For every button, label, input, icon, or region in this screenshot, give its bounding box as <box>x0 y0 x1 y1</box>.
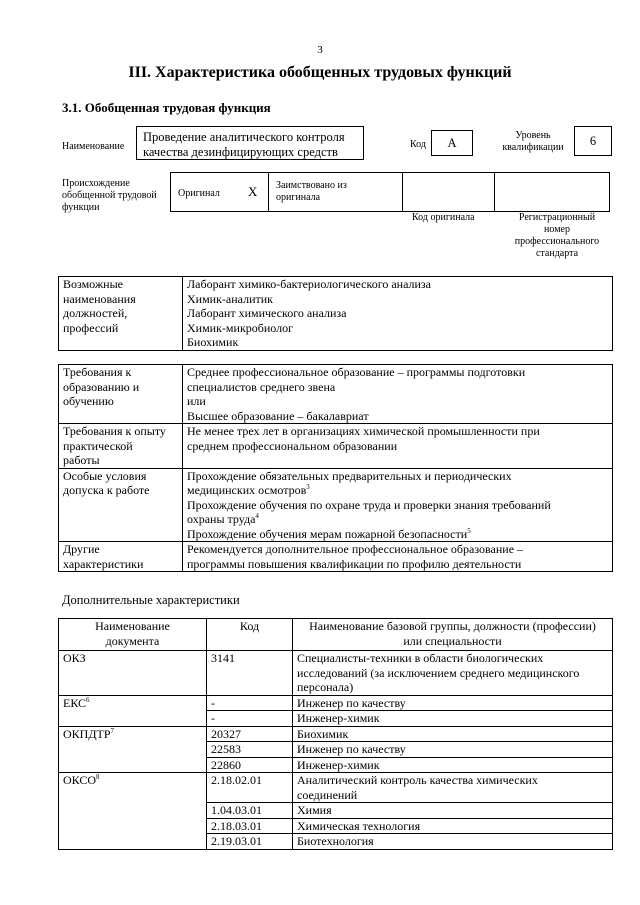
page-number: 3 <box>317 44 323 56</box>
access-label <box>59 468 183 542</box>
footnote-ref: 4 <box>255 512 259 520</box>
level-value: 6 <box>574 126 612 156</box>
table-row <box>59 277 613 351</box>
doc-text: ЕКС <box>63 695 87 710</box>
doc-cell <box>59 773 207 850</box>
list-item: Химик-аналитик <box>187 291 274 306</box>
name-cell: Биотехнология <box>293 834 613 850</box>
positions-list <box>183 277 613 351</box>
code-cell: 2.18.02.01 <box>207 773 293 803</box>
reg-caption-line: стандарта <box>535 248 579 259</box>
label-line: Другие <box>63 542 100 556</box>
doc-text: ОКСО <box>63 773 97 787</box>
col-header-document <box>59 619 207 651</box>
table-row <box>59 468 613 542</box>
code-cell: - <box>207 711 293 727</box>
origin-divider <box>402 172 403 212</box>
label-line: профессий <box>63 320 119 335</box>
education-value <box>183 365 613 424</box>
value-line: Высшее образование – бакалавриат <box>187 408 369 423</box>
header-line: или специальности <box>403 633 502 648</box>
doc-cell: ОКЗ <box>59 651 207 696</box>
additional-table <box>58 618 613 850</box>
col-header-code: Код <box>207 619 293 651</box>
label-line: Требования к <box>63 365 132 379</box>
label-line: допуска к работе <box>63 483 150 497</box>
level-label-line: Уровень <box>515 130 551 141</box>
label-line: должностей, <box>63 306 128 320</box>
origin-label-line: Происхождение <box>62 178 130 189</box>
function-name-line: Проведение аналитического контроля <box>143 130 345 144</box>
footnote-ref: 5 <box>467 526 471 535</box>
table-row <box>59 726 613 742</box>
value-line: среднем профессиональном образовании <box>187 438 398 453</box>
origin-divider <box>268 172 269 212</box>
name-cell: Инженер по качеству <box>293 742 613 758</box>
borrowed-label-line: оригинала <box>276 192 321 203</box>
name-line: Аналитический контроль качества химических <box>297 773 538 787</box>
code-cell: 2.19.03.01 <box>207 834 293 850</box>
reg-caption-line: номер <box>544 224 570 235</box>
header-line: Наименование <box>95 619 170 633</box>
doc-cell <box>59 695 207 726</box>
code-cell: - <box>207 695 293 711</box>
original-mark: X <box>248 184 258 199</box>
education-label <box>59 365 183 424</box>
table-header-row <box>59 619 613 651</box>
value-text: Прохождение обучения мерам пожарной безопасности <box>187 526 468 541</box>
experience-value <box>183 424 613 469</box>
name-line: исследований (за исключением среднего медицинского <box>297 665 580 680</box>
name-cell: Химическая технология <box>293 818 613 834</box>
name-cell <box>293 773 613 803</box>
origin-divider <box>494 172 495 212</box>
other-label <box>59 542 183 572</box>
origin-label-line: обобщенной трудовой <box>62 190 157 201</box>
label-line: наименования <box>63 291 136 306</box>
label-line: характеристики <box>63 556 144 571</box>
name-line: персонала) <box>297 680 354 694</box>
table-row <box>59 773 613 803</box>
original-label: Оригинал <box>178 188 220 199</box>
additional-caption: Дополнительные характеристики <box>62 593 240 607</box>
name-cell: Инженер-химик <box>293 711 613 727</box>
reg-caption-line: Регистрационный <box>518 212 596 223</box>
name-cell: Биохимик <box>293 726 613 742</box>
value-line: Прохождение обязательных предварительных и периодических <box>187 468 512 483</box>
level-label-line: квалификации <box>502 142 564 153</box>
list-item: Биохимик <box>187 335 239 349</box>
list-item: Лаборант химико-бактериологического анализа <box>187 277 431 291</box>
name-cell: Инженер-химик <box>293 757 613 773</box>
code-cell: 20327 <box>207 726 293 742</box>
header-line: документа <box>105 633 160 648</box>
value-line <box>187 527 608 542</box>
name-cell <box>293 651 613 696</box>
value-line: специалистов среднего звена <box>187 379 336 394</box>
footnote-ref: 6 <box>86 695 90 704</box>
table-row <box>59 651 613 696</box>
list-item: Лаборант химического анализа <box>187 306 347 320</box>
table-row <box>59 365 613 424</box>
code-cell: 2.18.03.01 <box>207 818 293 834</box>
level-label <box>488 130 578 154</box>
code-cell: 22583 <box>207 742 293 758</box>
value-line <box>187 483 608 498</box>
value-line: или <box>187 394 206 408</box>
header-line: Наименование базовой группы, должности (профессии) <box>309 619 596 633</box>
requirements-table <box>58 364 613 572</box>
subsection-title: 3.1. Обобщенная трудовая функция <box>62 100 271 115</box>
experience-label <box>59 424 183 469</box>
name-line: соединений <box>297 787 358 802</box>
origin-box <box>170 172 610 212</box>
other-value <box>183 542 613 572</box>
footnote-ref: 7 <box>110 726 115 735</box>
list-item: Химик-микробиолог <box>187 320 294 335</box>
name-cell: Инженер по качеству <box>293 695 613 711</box>
value-line <box>187 512 608 527</box>
orig-code-caption: Код оригинала <box>412 212 475 223</box>
code-value: А <box>431 130 473 156</box>
section-title: III. Характеристика обобщенных трудовых функций <box>128 64 512 81</box>
label-line: Особые условия <box>63 468 147 483</box>
access-value <box>183 468 613 542</box>
reg-caption-line: профессионального <box>514 236 600 247</box>
code-label: Код <box>410 139 426 150</box>
footnote-ref: 8 <box>96 773 100 781</box>
value-line: Прохождение обучения по охране труда и проверки знания требований <box>187 497 551 512</box>
label-line: Возможные <box>63 277 123 291</box>
borrowed-label-line: Заимствовано из <box>276 180 347 191</box>
table-row <box>59 542 613 572</box>
value-line: Не менее трех лет в организациях химической промышленности при <box>187 424 540 438</box>
table-row <box>59 424 613 469</box>
value-text: охраны труда <box>187 512 256 526</box>
value-line: Рекомендуется дополнительное профессиональное образование – <box>187 542 524 556</box>
reg-number-caption <box>503 212 611 260</box>
borrowed-label <box>276 180 347 204</box>
label-line: обучению <box>63 394 114 408</box>
code-cell: 22860 <box>207 757 293 773</box>
origin-label <box>62 178 157 214</box>
table-row <box>59 695 613 711</box>
label-line: образованию и <box>63 379 140 394</box>
code-cell: 3141 <box>207 651 293 696</box>
label-line: работы <box>63 453 100 467</box>
value-line: программы повышения квалификации по профилю деятельности <box>187 556 522 571</box>
positions-table <box>58 276 613 351</box>
label-line: практической <box>63 438 133 453</box>
name-label: Наименование <box>62 141 125 152</box>
positions-label <box>59 277 183 351</box>
doc-cell <box>59 726 207 773</box>
code-cell: 1.04.03.01 <box>207 803 293 819</box>
function-name-line: качества дезинфицирующих средств <box>143 145 338 159</box>
function-name-field <box>136 126 364 160</box>
value-line: Среднее профессиональное образование – программы подготовки <box>187 365 526 379</box>
label-line: Требования к опыту <box>63 424 166 438</box>
origin-label-line: функции <box>62 202 100 213</box>
name-cell: Химия <box>293 803 613 819</box>
value-text: медицинских осмотров <box>187 483 307 497</box>
col-header-name <box>293 619 613 651</box>
name-line: Специалисты-техники в области биологических <box>297 651 544 665</box>
doc-text: ОКПДТР <box>63 726 111 741</box>
footnote-ref: 3 <box>306 483 310 491</box>
